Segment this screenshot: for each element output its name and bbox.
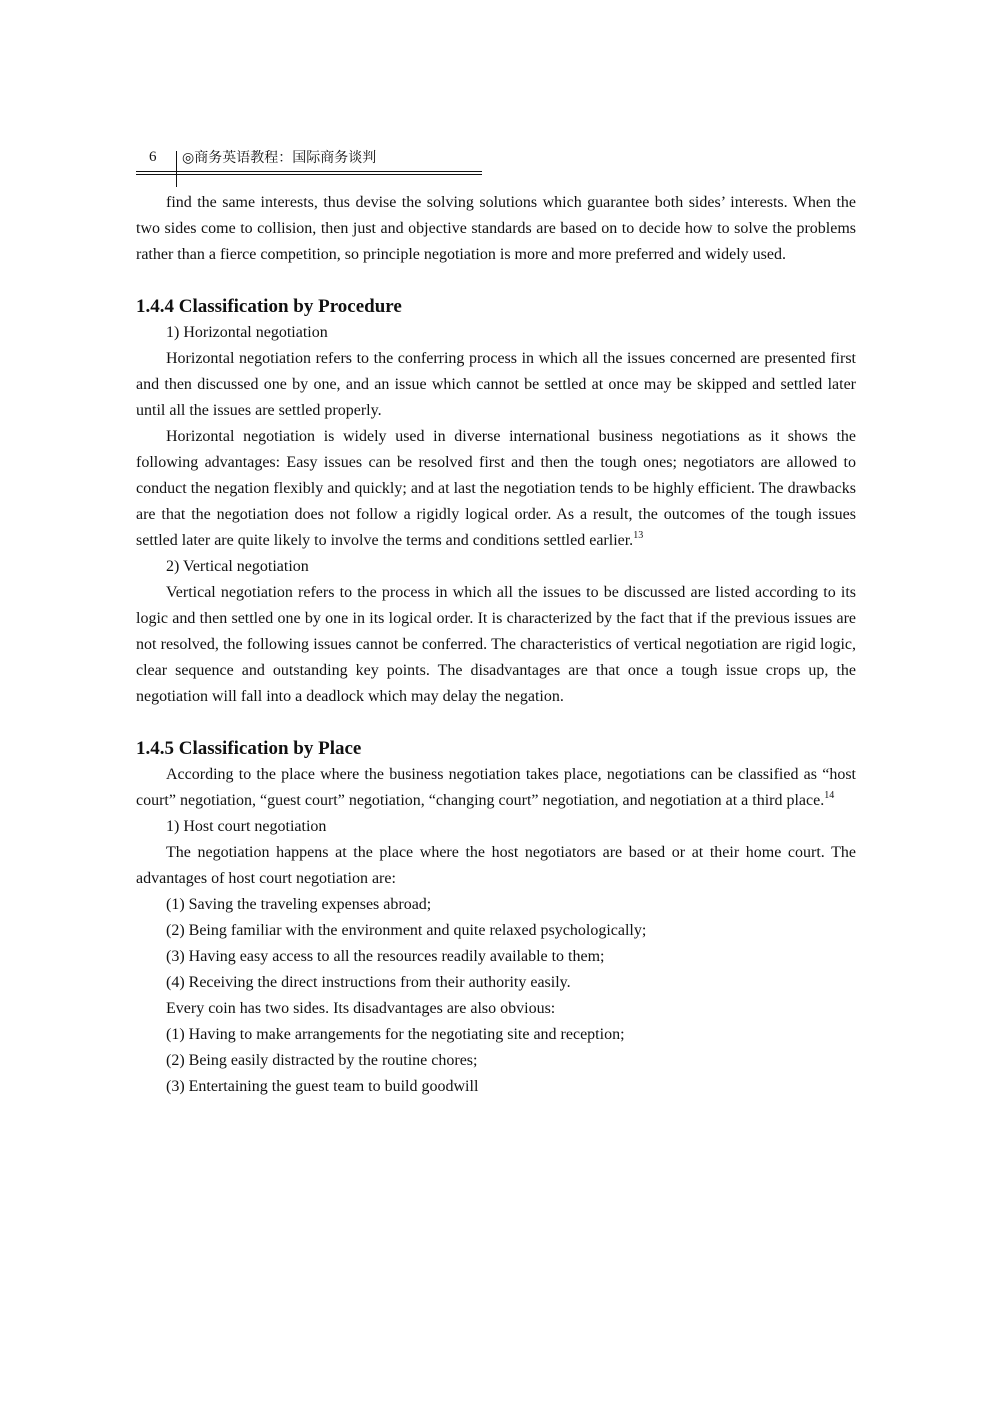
paragraph-horizontal-advantages: [136, 424, 856, 554]
footnote-marker-14: 14: [824, 790, 835, 801]
list-item: (1) Saving the traveling expenses abroad;: [166, 896, 432, 913]
list-item: (2) Being familiar with the environment and quite relaxed psychologically;: [166, 922, 647, 939]
list-item: (1) Having to make arrangements for the negotiating site and reception;: [166, 1026, 625, 1043]
page-header: [0, 0, 992, 200]
page-body: [136, 190, 856, 1100]
list-item: (2) Being easily distracted by the routine chores;: [166, 1052, 478, 1069]
subheading-horizontal: 1) Horizontal negotiation: [166, 324, 328, 341]
header-vertical-rule: [176, 151, 177, 187]
paragraph-host-court: The negotiation happens at the place where the host negotiators are based or at their home court. The advantages of host court negotiation are:: [136, 844, 856, 887]
subheading-host-court: 1) Host court negotiation: [166, 818, 327, 835]
disadvantages-intro: Every coin has two sides. Its disadvantages are also obvious:: [166, 1000, 556, 1017]
paragraph-text: Horizontal negotiation is widely used in diverse international business negotiations as it shows the following advantages: Easy issues can be resolved first and then the tough ones; negotiators are allowed to conduct the negation flexibly and quickly; and at last the negotiation tends to be highly efficient. The drawbacks are that the negotiation does not follow a rigidly logical order. As a result, the outcomes of the tough issues settled later are quite likely to involve the terms and conditions settled earlier.: [136, 428, 856, 549]
page-number: 6: [149, 149, 157, 165]
paragraph-place-intro: [136, 762, 856, 814]
book-title: ◎商务英语教程：国际商务谈判: [182, 151, 377, 166]
paragraph-vertical-definition: Vertical negotiation refers to the process in which all the issues to be discussed are listed according to its logic and then settled one by one in its logical order. It is characterized by the fact that if the previous issues are not resolved, the following issues cannot be conferred. The characteristics of vertical negotiation are rigid logic, clear sequence and outstanding key points. The disadvantages are that once a tough issue crops up, the negotiation will fall into a deadlock which may delay the negation.: [136, 584, 856, 705]
paragraph-horizontal-definition: Horizontal negotiation refers to the conferring process in which all the issues concerned are presented first and then discussed one by one, and an issue which cannot be settled at once may be skipped and settled later until all the issues are settled properly.: [136, 350, 856, 419]
intro-paragraph: find the same interests, thus devise the solving solutions which guarantee both sides’ interests. When the two sides come to collision, then just and objective standards are based on to decide how to solve the problems rather than a fierce competition, so principle negotiation is more and more preferred and widely used.: [136, 194, 856, 263]
paragraph-text: According to the place where the business negotiation takes place, negotiations can be classified as “host court” negotiation, “guest court” negotiation, “changing court” negotiation, and negotiation at a third place.: [136, 766, 856, 809]
subheading-vertical: 2) Vertical negotiation: [166, 558, 309, 575]
list-item: (3) Having easy access to all the resources readily available to them;: [166, 948, 605, 965]
section-heading-1-4-4: 1.4.4 Classification by Procedure: [136, 296, 402, 317]
header-rule-top: [136, 171, 482, 172]
header-rule-bottom: [136, 174, 482, 175]
footnote-marker-13: 13: [633, 530, 644, 541]
section-heading-1-4-5: 1.4.5 Classification by Place: [136, 738, 362, 759]
list-item: (4) Receiving the direct instructions from their authority easily.: [166, 974, 571, 991]
list-item: (3) Entertaining the guest team to build goodwill: [166, 1078, 479, 1095]
